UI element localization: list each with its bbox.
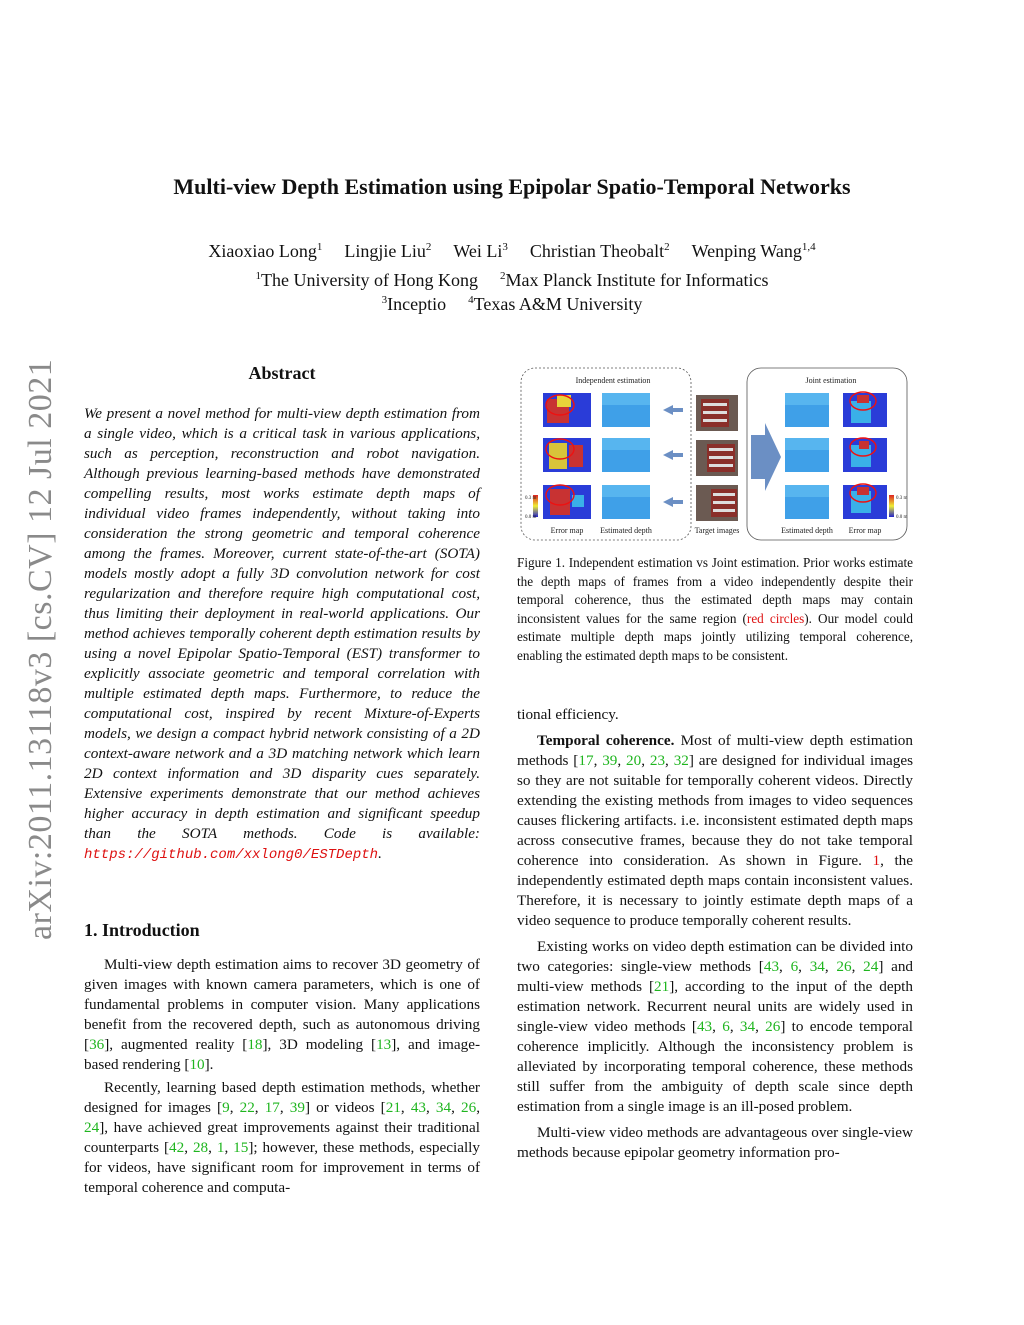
abstract-text: We present a novel method for multi-view depth estimation from a single video, which is a critical task in various applications, such as perception, reconstruction and robot navigation. Although previous learning-based methods have demonstrated compelling results, most works estimate depth maps of individual video frames independently, without taking into consideration the strong geometric and temporal coherence among the frames. Moreover, current state-of-the-art (SOTA) models mostly adopt a fully 3D convolution network for cost regularization and therefore require high computational cost, thus limiting their deployment in real-world applications. Our method achieves temporally coherent depth estimation results by using a novel Epipolar Spatio-Temporal (EST) transformer to explicitly associate geometric and temporal correlation with multiple estimated depth maps. Furthermore, to reduce the computational cost, inspired by recent Mixture-of-Experts models, we design a compact hybrid network consisting of a 2D context-aware network and a 3D matching network which learn 2D context information and 3D disparity cues separately. Extensive experiments demonstrate that our method achieves higher accuracy in depth estimation and significant speedup than the SOTA methods. Code is available:: [84, 405, 480, 842]
right-error-maps: [843, 392, 887, 519]
multi-view-paragraph: Multi-view video methods are advantageous over single-view methods because epipolar geometry information pro-: [517, 1124, 913, 1161]
joint-estimation-label: Joint estimation: [805, 376, 857, 385]
error-map-label-left: Error map: [550, 526, 584, 535]
citation-link[interactable]: 34: [435, 1099, 452, 1116]
citation-link[interactable]: 6: [790, 958, 799, 975]
estimated-depth-label-left: Estimated depth: [600, 526, 652, 535]
affiliation-index: 1: [255, 270, 262, 282]
author-affiliation-index: 3: [502, 241, 508, 253]
introduction-body: [84, 955, 480, 1198]
abstract-end: .: [378, 845, 382, 862]
citation-link[interactable]: 1: [216, 1139, 225, 1156]
affiliation: $^1$The University of Hong Kong: [255, 270, 479, 290]
joint-arrow: [751, 423, 781, 491]
caption-text-2: ). Our model could estimate multiple depth maps jointly utilizing temporal coherence, enabling the estimated depth maps to be consistent.: [517, 610, 914, 663]
author-affiliation-index: 1,4: [801, 241, 816, 253]
arxiv-identifier: arXiv:2011.13118v3 [cs.CV] 12 Jul 2021: [22, 358, 59, 940]
author-name: Lingjie Liu$^2$: [344, 241, 432, 261]
author-affiliation-index: 1: [316, 241, 323, 253]
right-column-body: [517, 705, 913, 1163]
scale-bottom-label: 0.0 m: [525, 515, 537, 520]
abstract-heading: Abstract: [248, 363, 316, 383]
citation-link[interactable]: 26: [765, 1018, 781, 1035]
citation-link[interactable]: 32: [673, 752, 689, 769]
error-map-label-right: Error map: [848, 526, 882, 535]
figure-1-diagram: [517, 365, 913, 545]
temporal-coherence-runin: Temporal coherence.: [537, 732, 675, 749]
citation-link[interactable]: 21: [654, 978, 670, 995]
citation-link[interactable]: 20: [626, 752, 642, 769]
target-images-label: Target images: [694, 526, 740, 535]
scale-bottom-label-right: 0.0 m: [896, 515, 908, 520]
citation-link[interactable]: 24: [84, 1119, 100, 1136]
author-affiliation-index: 2: [425, 241, 432, 253]
citation-link[interactable]: 21: [385, 1099, 401, 1116]
figure-1-caption: [517, 554, 913, 665]
citation-link[interactable]: 43: [410, 1099, 427, 1116]
author-name: Wenping Wang$^{1,4}$: [691, 241, 816, 261]
citation-link[interactable]: 22: [239, 1099, 255, 1116]
author-list: [0, 241, 1024, 262]
scale-top-label-right: 0.3 m: [896, 496, 908, 501]
right-estimated-depth: [785, 393, 829, 519]
affiliation-index: 4: [468, 294, 474, 306]
citation-link[interactable]: 17: [578, 752, 594, 769]
author-name: Xiaoxiao Long$^1$: [208, 241, 323, 261]
intro-paragraph-1: Multi-view depth estimation aims to recover 3D geometry of given images with known camera parameters, which is one of fundamental problems in computer vision. Many applications benefit from the recovered depth, such as autonomous driving [36], augmented reality [18], 3D modeling [13], and image-based rendering [10].: [84, 956, 481, 1073]
estimated-depth-label-right: Estimated depth: [781, 526, 833, 535]
citation-link[interactable]: 24: [863, 958, 879, 975]
temporal-coherence-paragraph: Temporal coherence. Most of multi-view depth estimation methods [17, 39, 20, 23, 32] are designed for individual images so they are not suitable for temporally coherent videos. Directly extending the existing methods from images to video sequences causes flickering artifacts. i.e. inconsistent estimated depth maps across consecutive frames, because they do not take temporal coherence into consideration. As shown in Figure. 1, the independently estimated depth maps contain inconsistent values. Therefore, it is necessary to jointly estimate depth maps of a video sequence to produce temporally coherent results.: [517, 732, 913, 929]
citation-link[interactable]: 34: [809, 958, 825, 975]
citation-link[interactable]: 43: [763, 958, 780, 975]
left-arrows: [663, 405, 683, 507]
figure-reference-link[interactable]: 1: [872, 852, 881, 869]
color-scale-bar-right: [889, 495, 894, 517]
caption-text-1: Figure 1. Independent estimation vs Joint estimation. Prior works estimate the depth maps of frames from a video independently despite their temporal coherence, thus the estimated depth maps may contain inconsistent values for the same region (: [517, 555, 913, 626]
citation-link[interactable]: 9: [222, 1099, 230, 1116]
citation-link[interactable]: 39: [602, 752, 618, 769]
citation-link[interactable]: 26: [836, 958, 852, 975]
citation-link[interactable]: 13: [376, 1036, 392, 1053]
author-name: Wei Li$^3$: [453, 241, 508, 261]
left-estimated-depth: [602, 393, 650, 519]
citation-link[interactable]: 6: [722, 1018, 730, 1035]
independent-estimation-label: Independent estimation: [575, 376, 651, 385]
caption-red-circles: red circles: [746, 610, 805, 626]
affiliation-index: 3: [381, 294, 388, 306]
affiliation-index: 2: [500, 270, 506, 282]
paper-title: Multi-view Depth Estimation using Epipolar Spatio-Temporal Networks: [173, 174, 851, 199]
affiliation: $^2$Max Planck Institute for Informatics: [500, 270, 769, 290]
citation-link[interactable]: 23: [649, 752, 666, 769]
affiliation: $^3$Inceptio: [381, 294, 447, 314]
citation-link[interactable]: 10: [189, 1056, 205, 1073]
introduction-heading: 1. Introduction: [84, 920, 200, 940]
target-images: [696, 395, 738, 521]
abstract-body: [84, 404, 480, 865]
citation-link[interactable]: 36: [89, 1036, 105, 1053]
code-link[interactable]: https://github.com/xxlong0/ESTDepth: [84, 847, 379, 863]
citation-link[interactable]: 26: [461, 1099, 477, 1116]
citation-link[interactable]: 18: [247, 1036, 263, 1053]
citation-link[interactable]: 15: [233, 1139, 249, 1156]
right-paragraph-0: tional efficiency.: [517, 706, 619, 723]
affiliations-line-2: [0, 294, 1024, 315]
scale-top-label: 0.3 m: [525, 496, 537, 501]
author-name: Christian Theobalt$^2$: [529, 241, 670, 261]
existing-works-paragraph: Existing works on video depth estimation can be divided into two categories: single-view methods [43, 6, 34, 26, 24] and multi-view methods [21], according to the input of the depth estimation network. Recurrent neural units are widely used in single-view video methods [43, 6, 34, 26] to encode temporal coherence implicitly. Although the inconsistency problem is alleviated by incorporating temporal coherence, these methods still suffer from the ambiguity of depth scale since depth estimation from a single image is an ill-posed problem.: [517, 938, 914, 1115]
affiliation: $^4$Texas A&M University: [468, 294, 643, 314]
citation-link[interactable]: 39: [289, 1099, 305, 1116]
citation-link[interactable]: 43: [696, 1018, 713, 1035]
citation-link[interactable]: 42: [169, 1139, 185, 1156]
citation-link[interactable]: 28: [192, 1139, 209, 1156]
citation-link[interactable]: 17: [264, 1099, 280, 1116]
citation-link[interactable]: 34: [739, 1018, 756, 1035]
author-affiliation-index: 2: [664, 241, 670, 253]
left-error-maps: [543, 393, 591, 519]
affiliations-line-1: [0, 270, 1024, 291]
intro-paragraph-2: Recently, learning based depth estimation methods, whether designed for images [9, 22, 17, 39] or videos [21, 43, 34, 26, 24], have achieved great improvements against their traditional counterparts [42, 28, 1, 15]; however, these methods, especially for videos, have significant room for improvement in terms of temporal coherence and computa-: [84, 1079, 480, 1196]
